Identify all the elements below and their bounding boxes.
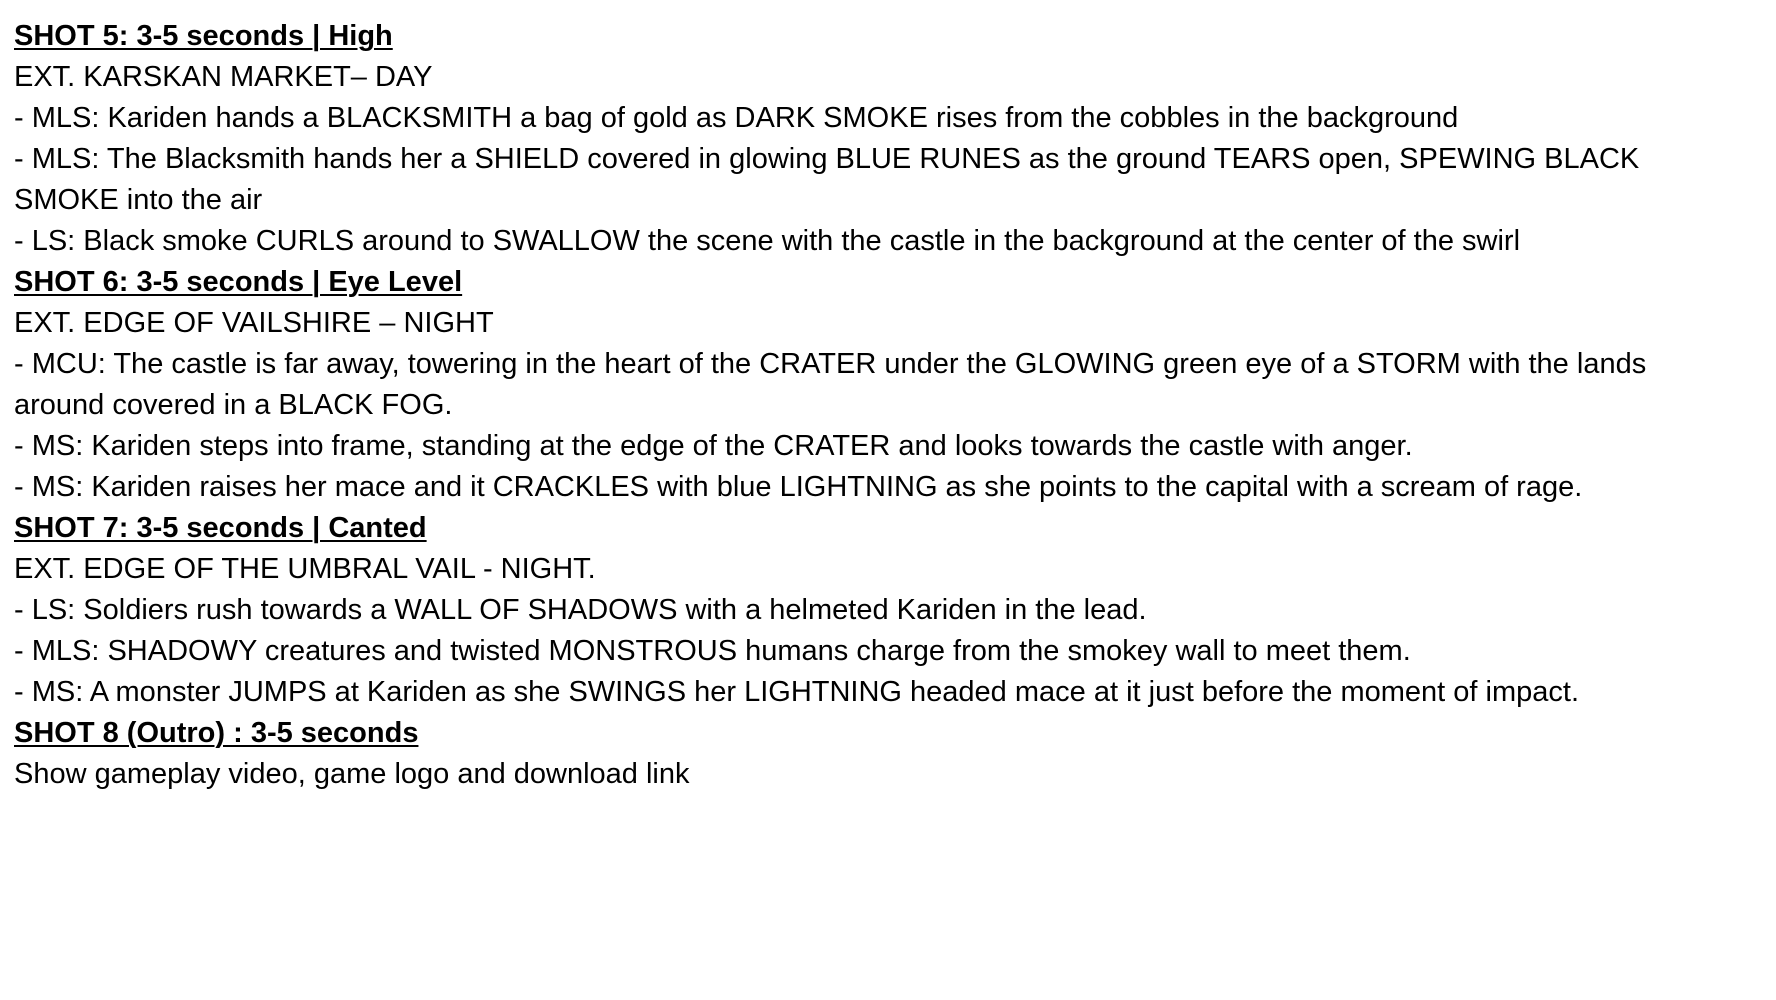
shot-description: - MCU: The castle is far away, towering in the heart of the CRATER under the GLOWING green eye of a STORM with the lands around covered in a BLACK FOG. bbox=[14, 348, 1647, 421]
script-document bbox=[14, 16, 1744, 795]
shot-description: - MS: Kariden raises her mace and it CRACKLES with blue LIGHTNING as she points to the capital with a scream of rage. bbox=[14, 471, 1583, 503]
shot-heading: SHOT 7: 3-5 seconds | Canted bbox=[14, 512, 427, 544]
shot-description: - MLS: SHADOWY creatures and twisted MONSTROUS humans charge from the smokey wall to meet them. bbox=[14, 635, 1411, 667]
scene-slugline: EXT. KARSKAN MARKET– DAY bbox=[14, 61, 433, 93]
scene-slugline: EXT. EDGE OF THE UMBRAL VAIL - NIGHT. bbox=[14, 553, 596, 585]
shot-description: - MS: Kariden steps into frame, standing at the edge of the CRATER and looks towards the castle with anger. bbox=[14, 430, 1413, 462]
shot-6-section bbox=[14, 262, 1744, 508]
shot-8-section bbox=[14, 713, 1744, 795]
shot-heading: SHOT 8 (Outro) : 3-5 seconds bbox=[14, 717, 419, 749]
shot-5-section bbox=[14, 16, 1744, 262]
shot-description: - MLS: Kariden hands a BLACKSMITH a bag of gold as DARK SMOKE rises from the cobbles in the background bbox=[14, 102, 1459, 134]
shot-description: Show gameplay video, game logo and download link bbox=[14, 758, 690, 790]
shot-description: - LS: Black smoke CURLS around to SWALLOW the scene with the castle in the background at the center of the swirl bbox=[14, 225, 1521, 257]
shot-7-section bbox=[14, 508, 1744, 713]
scene-slugline: EXT. EDGE OF VAILSHIRE – NIGHT bbox=[14, 307, 494, 339]
shot-description: - MS: A monster JUMPS at Kariden as she SWINGS her LIGHTNING headed mace at it just before the moment of impact. bbox=[14, 676, 1580, 708]
shot-description: - MLS: The Blacksmith hands her a SHIELD covered in glowing BLUE RUNES as the ground TEARS open, SPEWING BLACK SMOKE into the air bbox=[14, 143, 1640, 216]
shot-description: - LS: Soldiers rush towards a WALL OF SHADOWS with a helmeted Kariden in the lead. bbox=[14, 594, 1147, 626]
shot-heading: SHOT 6: 3-5 seconds | Eye Level bbox=[14, 266, 463, 298]
shot-heading: SHOT 5: 3-5 seconds | High bbox=[14, 20, 393, 52]
